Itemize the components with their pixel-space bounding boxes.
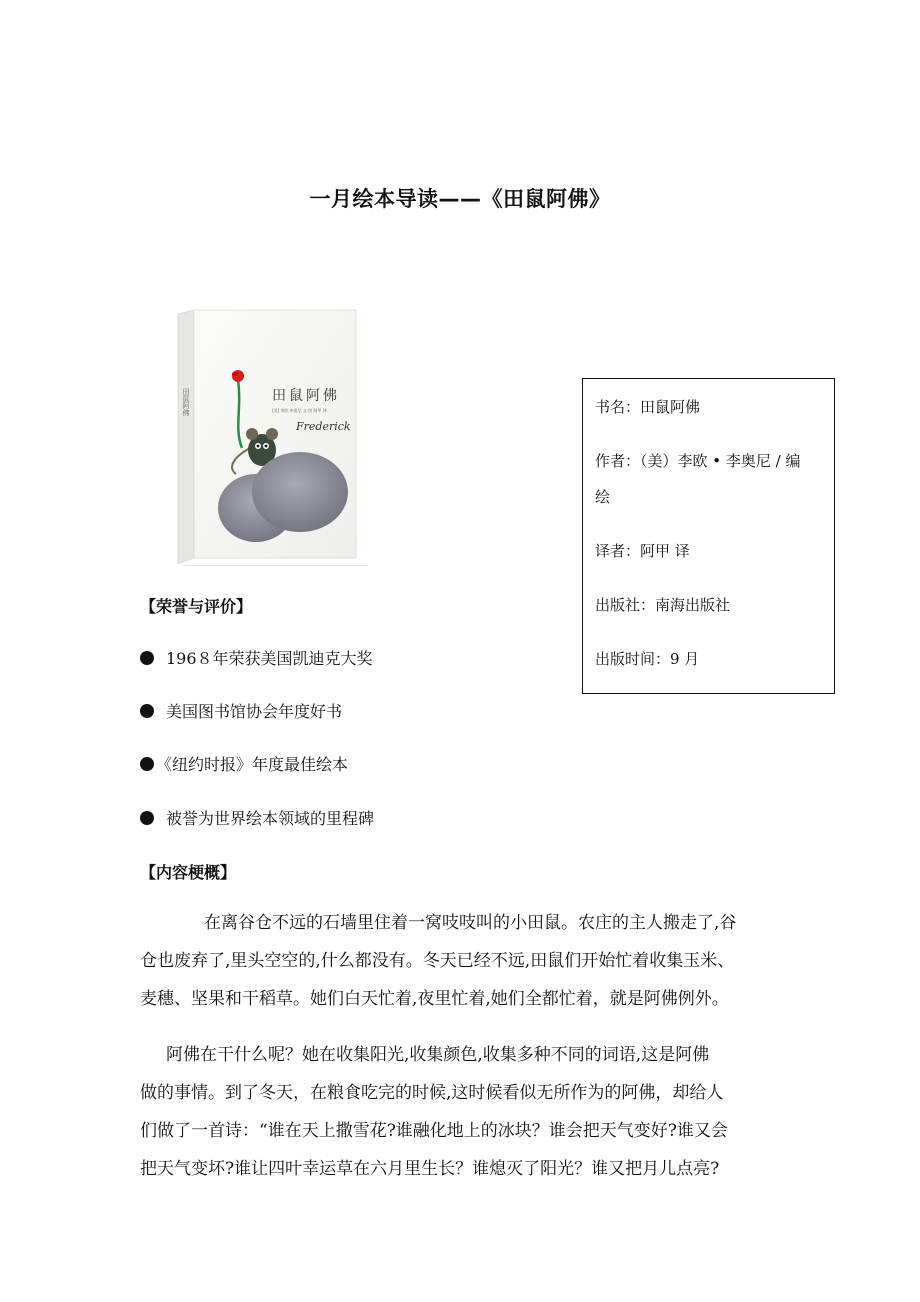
info-author: 作者：（美）李欧 • 李奥尼 / 编 <box>595 452 801 470</box>
page-title: 一月绘本导读——《田鼠阿佛》 <box>309 187 611 211</box>
text-line: 做的事情。到了冬天，在粮食吃完的时候,这时候看似无所作为的阿佛，却给人 <box>140 1083 724 1103</box>
honors-heading: 【荣誉与评价】 <box>140 597 253 616</box>
text-line: 把天气变坏?谁让四叶幸运草在六月里生长？谁熄灭了阳光？谁又把月儿点亮? <box>140 1159 720 1179</box>
text-line: 仓也废弃了,里头空空的,什么都没有。冬天已经不远,田鼠们开始忙着收集玉米、 <box>140 951 735 971</box>
honor-text: 美国图书馆协会年度好书 <box>166 702 343 721</box>
cover-spine-text: 田鼠阿佛 <box>182 388 190 416</box>
honor-text: 《纽约时报》年度最佳绘本 <box>156 755 349 774</box>
honor-text: 196８年荣获美国凯迪克大奖 <box>166 649 373 668</box>
book-info-box <box>582 378 835 694</box>
cover-credit: [美] 李欧·李奥尼 文·图 阿甲 译 <box>272 408 327 413</box>
honor-text: 被誉为世界绘本领域的里程碑 <box>166 809 375 828</box>
bullet-icon <box>140 651 154 665</box>
honor-item <box>140 646 373 669</box>
bullet-icon <box>140 704 154 718</box>
text-line: 们做了一首诗：“谁在天上撒雪花?谁融化地上的冰块？谁会把天气变好?谁又会 <box>140 1121 728 1141</box>
text-line: 麦穗、坚果和干稻草。她们白天忙着,夜里忙着,她们全都忙着，就是阿佛例外。 <box>140 989 729 1009</box>
cover-signature: Frederick <box>296 420 351 433</box>
summary-paragraph-1 <box>140 904 780 1018</box>
info-book-name: 书名：田鼠阿佛 <box>595 398 701 416</box>
bullet-icon <box>140 811 154 825</box>
text-line: 阿佛在干什么呢？她在收集阳光,收集颜色,收集多种不同的词语,这是阿佛 <box>166 1045 710 1065</box>
cover-title: 田鼠阿佛 <box>272 388 340 404</box>
rock-shape <box>252 452 348 532</box>
text-line: 在离谷仓不远的石墙里住着一窝吱吱叫的小田鼠。农庄的主人搬走了,谷 <box>204 913 737 933</box>
honor-item <box>140 752 348 775</box>
info-publisher: 出版社：南海出版社 <box>595 596 731 614</box>
flower-icon <box>232 370 244 382</box>
summary-heading: 【内容梗概】 <box>140 863 237 882</box>
info-publish-time: 出版时间：9 月 <box>595 650 700 668</box>
honor-item <box>140 699 342 722</box>
honor-item <box>140 806 374 829</box>
summary-paragraph-2 <box>140 1036 780 1188</box>
info-author-cont: 绘 <box>595 488 611 506</box>
book-cover-image <box>172 308 372 566</box>
bullet-icon <box>140 757 154 771</box>
info-translator: 译者：阿甲 译 <box>595 542 690 560</box>
